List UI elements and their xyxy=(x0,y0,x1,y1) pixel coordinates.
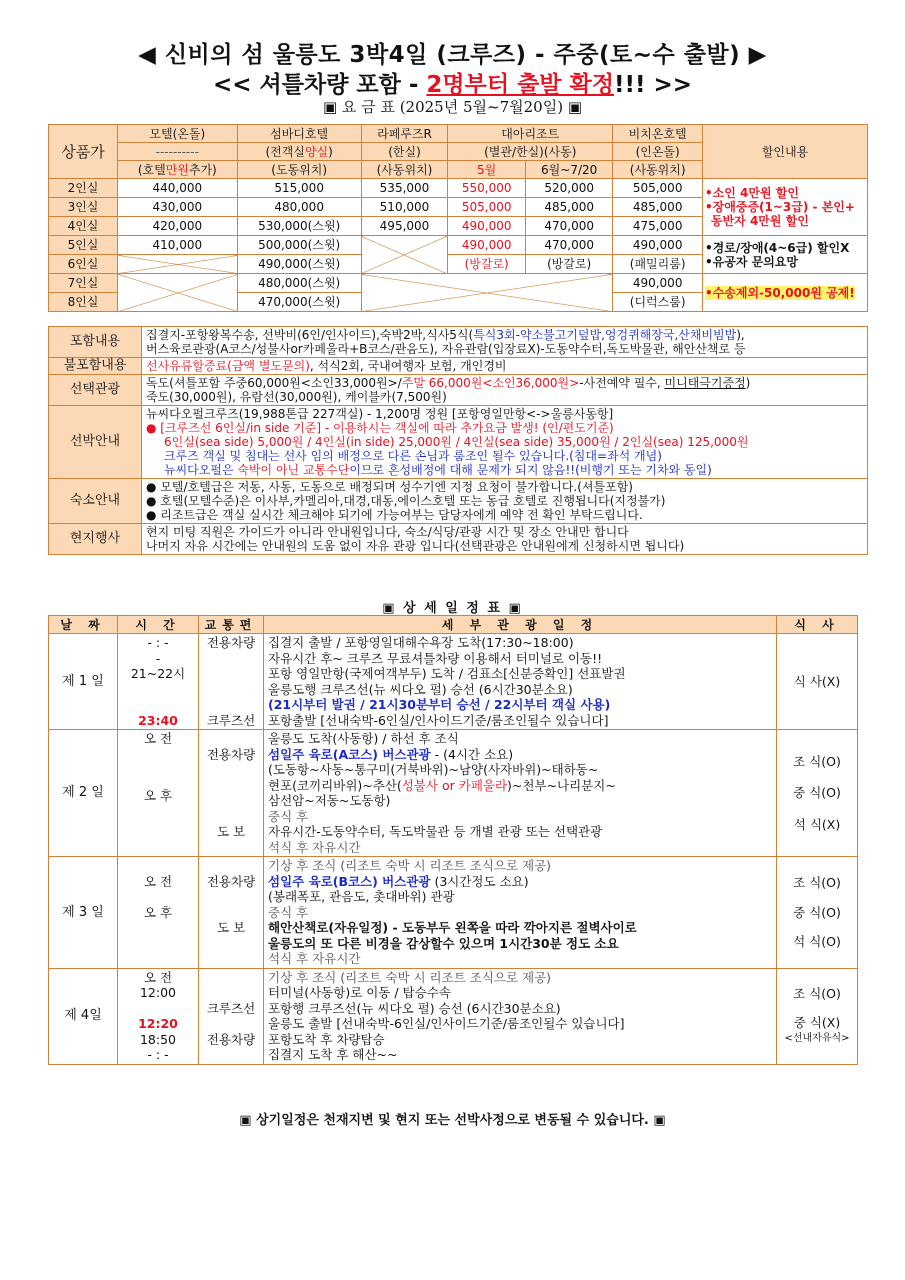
col-motel-3-red: 만원 xyxy=(165,162,189,177)
stay-line-1: ● 모텔/호텔급은 저동, 사동, 도동으로 배정되며 성수기엔 지정 요청이 불가합니다.(셔틀포함) xyxy=(146,480,633,494)
col-daea-may: 5월 xyxy=(448,161,526,179)
ship-5-pre: 뉴씨다오펄은 xyxy=(164,463,238,477)
day-meals xyxy=(777,857,858,969)
exclude-red: 선사유류할증료(금액 별도문의) xyxy=(146,359,310,373)
detail-line: 울릉도행 크루즈선(뉴 씨다오 펄) 승선 (6시간30분소요) xyxy=(268,681,573,697)
meal: 중 식(O) xyxy=(793,785,841,801)
col-discount: 할인내용 xyxy=(703,125,868,179)
col-transport: 교통편 xyxy=(199,616,264,634)
detail-line: 삼선암~저동~도동항) xyxy=(268,793,391,808)
col-detail: 세 부 관 광 일 정 xyxy=(264,616,777,634)
option-1-underline: 미니태극기증정 xyxy=(664,376,746,390)
detail-line: 울릉도 도착(사동항) / 하선 후 조식 xyxy=(268,731,459,746)
row-label: 7인실 xyxy=(49,274,118,293)
meal: 조 식(O) xyxy=(793,985,841,1001)
price-cell: 490,000 xyxy=(613,236,703,255)
detail-line: (21시부터 발권 / 21시30분부터 승선 / 22시부터 객실 사용) xyxy=(268,697,611,712)
ship-line-3: 6인실(sea side) 5,000원 / 4인실(in side) 25,000원 / 4인실(sea side) 35,000원 / 2인실(sea) 125,000원 xyxy=(164,435,749,449)
transport: 전용차량 xyxy=(206,635,256,650)
price-cell: 470,000 xyxy=(526,236,613,255)
price-cell: 490,000 xyxy=(448,236,526,255)
col-meal: 식 사 xyxy=(777,616,858,634)
stay-content xyxy=(142,479,868,524)
price-cell: 535,000 xyxy=(361,179,448,198)
schedule-day-4 xyxy=(49,968,858,1064)
info-table xyxy=(48,326,868,555)
price-cell: 410,000 xyxy=(118,236,238,255)
day-detail xyxy=(264,968,777,1064)
time: 21~22시 xyxy=(130,666,186,681)
price-cell: 480,000(스윗) xyxy=(237,274,361,293)
include-line-2: 버스육로관광(A코스/성불사or카페울라+B코스/관음도), 자유관람(입장료X)-도동약수터,독도박물관, 해안산책로 등 xyxy=(146,342,746,356)
price-cell: 530,000(스윗) xyxy=(237,217,361,236)
detail-line: 터미널(사동항)로 이동 / 탑승수속 xyxy=(268,985,451,1000)
title-line-1: ◀ 신비의 섬 울릉도 3박4일 (크루즈) - 주중(토~수 출발) ▶ xyxy=(138,42,767,68)
exclude-post: , 석식2회, 국내여행자 보험, 개인경비 xyxy=(309,359,507,373)
detail-line: 포항 영일만항(국제여객부두) 도착 / 검표소[신분증확인] 선표발권 xyxy=(268,666,626,681)
discount-3: 동반자 4만원 할인 xyxy=(711,214,809,228)
row-label: 8인실 xyxy=(49,293,118,312)
local-line-1: 현지 미팅 직원은 가이드가 아니라 안내원입니다, 숙소/식당/관광 시간 및 장소 안내만 합니다 xyxy=(146,525,629,539)
col-seombada-1: 섬바디호텔 xyxy=(237,125,361,143)
detail-line: 집결지 출발 / 포항영일대해수욕장 도착(17:30~18:00) xyxy=(268,635,574,650)
detail-line: 집결지 도착 후 해산~~ xyxy=(268,1047,398,1062)
price-cell: (방갈로) xyxy=(448,255,526,274)
discount-block-2 xyxy=(703,236,868,274)
transport: 크루즈선 xyxy=(206,712,256,728)
day-meals xyxy=(777,968,858,1064)
title-line-2-highlight: 2명부터 출발 확정 xyxy=(426,72,614,98)
local-line-2: 나머지 자유 시간에는 안내원의 도움 없이 자유 관광 입니다(선택관광은 안내원에게 신청하시면 됩니다) xyxy=(146,539,685,553)
exclude-label: 불포함내용 xyxy=(49,358,142,375)
price-cell: 490,000 xyxy=(448,217,526,236)
col-motel-3-post: 추가) xyxy=(188,162,217,177)
price-cell: 490,000 xyxy=(613,274,703,293)
detail-line: (도동항~사동~통구미(거북바위)~남양(사자바위)~태하동~ xyxy=(268,762,599,777)
time: 오 전 xyxy=(143,873,173,889)
meal: 중 식(X) xyxy=(793,1015,841,1031)
time: - : - xyxy=(147,1047,169,1062)
detail-line: 포항도착 후 차량탑승 xyxy=(268,1031,385,1047)
day-transport xyxy=(199,634,264,730)
stay-label: 숙소안내 xyxy=(49,479,142,524)
transport: 도 보 xyxy=(216,920,246,935)
schedule-day-3 xyxy=(49,857,858,969)
col-daea-jun: 6월~7/20 xyxy=(526,161,613,179)
price-table xyxy=(48,124,868,312)
ship-line-2: ● [크루즈선 6인실/in side 기준] - 이용하시는 객실에 따라 추가요금 발생! (인/편도기준) xyxy=(146,421,614,435)
day-label: 제 1 일 xyxy=(49,634,118,730)
ship-content xyxy=(142,406,868,479)
col-date: 날 짜 xyxy=(49,616,118,634)
day-label: 제 3 일 xyxy=(49,857,118,969)
price-cell: 510,000 xyxy=(361,198,448,217)
time: 18:50 xyxy=(139,1031,177,1047)
row-label: 6인실 xyxy=(49,255,118,274)
include-content xyxy=(142,327,868,358)
detail-line xyxy=(268,874,772,890)
col-motel-1: 모텔(온돌) xyxy=(118,125,238,143)
option-label: 선택관광 xyxy=(49,375,142,406)
ship-line-5 xyxy=(146,463,863,477)
option-content xyxy=(142,375,868,406)
detail-line: 기상 후 조식 (리조트 숙박 시 리조트 조식으로 제공) xyxy=(268,858,552,873)
price-cell: (디럭스룸) xyxy=(613,293,703,312)
detail-line: 울릉도 출발 [선내숙박-6인실/인사이드기준/룸조인될수 있습니다] xyxy=(268,1016,625,1031)
transport: 크루즈선 xyxy=(206,1000,256,1016)
ship-line-4: 크루즈 객실 및 침대는 선사 임의 배정으로 다른 손님과 룸조인 될수 있습니다.(침대=좌석 개념) xyxy=(164,449,662,463)
time: 23:40 xyxy=(138,712,178,728)
ship-label: 선박안내 xyxy=(49,406,142,479)
local-content xyxy=(142,524,868,555)
price-cell: 505,000 xyxy=(613,179,703,198)
price-row-2 xyxy=(49,179,868,198)
meal: 조 식(O) xyxy=(793,753,841,769)
option-1-red: 주말 66,000원<소인36,000원> xyxy=(401,376,580,390)
price-cell: 495,000 xyxy=(361,217,448,236)
col-laperouse-3: (사동위치) xyxy=(361,161,448,179)
row-label: 2인실 xyxy=(49,179,118,198)
day-times xyxy=(118,968,199,1064)
option-1-mid: -사전예약 필수, xyxy=(579,376,665,390)
day-transport xyxy=(199,730,264,857)
detail-rest: (3시간정도 소요) xyxy=(430,873,529,889)
local-label: 현지행사 xyxy=(49,524,142,555)
detail-highlight: 섬일주 육로(B코스) 버스관광 xyxy=(268,873,431,889)
col-product: 상품가 xyxy=(49,125,118,179)
time: 12:20 xyxy=(138,1016,178,1031)
detail-line: 자유시간-도동약수터, 독도박물관 등 개별 관광 또는 선택관광 xyxy=(268,824,603,839)
detail-line: 해안산책로(자유일정) - 도동부두 왼쪽을 따라 깍아지른 절벽사이로 xyxy=(268,920,637,935)
schedule-title: ▣ 상 세 일 정 표 ▣ xyxy=(382,601,523,616)
include-1-blue: 특식3회-약소불고기덮밥,엉겅퀴해장국,산채비빔밥 xyxy=(473,328,737,342)
col-daea-2: (별관/한실)(사동) xyxy=(448,143,613,161)
price-row-7 xyxy=(49,274,868,293)
discount-2: •장애중증(1~3급) - 본인+ xyxy=(705,200,855,214)
detail-line: 석식 후 자유시간 xyxy=(268,839,361,855)
price-table-title: ▣ 요 금 표 (2025년 5월~7월20일) ▣ xyxy=(322,98,582,116)
price-cell: 480,000 xyxy=(237,198,361,217)
transport: 전용차량 xyxy=(206,746,256,762)
price-cell: 505,000 xyxy=(448,198,526,217)
time: 오 전 xyxy=(143,969,173,985)
detail-rest: )~천부~나리분지~ xyxy=(507,777,616,793)
discount-block-1 xyxy=(703,179,868,236)
col-seombada-2-pre: (전객실 xyxy=(265,144,305,159)
col-motel-2: ---------- xyxy=(118,143,238,161)
unavailable-cell xyxy=(361,236,448,274)
price-cell: (패밀리룸) xyxy=(613,255,703,274)
day-meals xyxy=(777,730,858,857)
day-transport xyxy=(199,968,264,1064)
price-cell: 485,000 xyxy=(613,198,703,217)
discount-4: •경로/장애(4~6급) 할인X xyxy=(705,240,850,255)
time: - : - xyxy=(147,635,169,650)
meal-note: <선내자유식> xyxy=(784,1032,850,1044)
meal: 식 사(X) xyxy=(777,634,858,730)
detail-highlight: 성불사 or 카페울라 xyxy=(401,777,508,793)
detail-highlight: 섬일주 육로(A코스) 버스관광 xyxy=(268,746,431,762)
day-transport xyxy=(199,857,264,969)
option-1-pre: 독도(셔틀포함 주중60,000원<소인33,000원>/ xyxy=(146,376,402,390)
day-detail xyxy=(264,857,777,969)
unavailable-cell xyxy=(118,274,238,312)
discount-5: •유공자 문의요망 xyxy=(705,254,798,269)
price-cell: 500,000(스윗) xyxy=(237,236,361,255)
price-row-5 xyxy=(49,236,868,255)
row-label: 5인실 xyxy=(49,236,118,255)
day-detail xyxy=(264,730,777,857)
detail-rest: 현포(코끼리바위)~추산( xyxy=(268,777,402,793)
price-cell: 470,000 xyxy=(526,217,613,236)
detail-line: 자유시간 후~ 크루즈 무료셔틀차량 이용해서 터미널로 이동!! xyxy=(268,650,603,666)
schedule-table xyxy=(48,615,858,1065)
ship-5-red: 숙박이 아닌 교통수단 xyxy=(237,463,350,477)
row-label: 3인실 xyxy=(49,198,118,217)
discount-block-3 xyxy=(703,274,868,312)
include-line-1 xyxy=(146,328,863,342)
col-seombada-2-post: ) xyxy=(328,144,333,159)
price-cell: 420,000 xyxy=(118,217,238,236)
day-detail xyxy=(264,634,777,730)
time: 오 후 xyxy=(143,787,173,803)
option-line-1 xyxy=(146,376,863,390)
schedule-day-2 xyxy=(49,730,858,857)
footer-note: ▣ 상기일정은 천재지변 및 현지 또는 선박사정으로 변동될 수 있습니다. ▣ xyxy=(239,1113,666,1128)
detail-line xyxy=(268,747,772,763)
include-1-pre: 집결지-포항왕복수송, 선박비(6인/인사이드),숙박2박,식사5식( xyxy=(146,328,474,342)
price-cell: 475,000 xyxy=(613,217,703,236)
title-line-2-post: !!! >> xyxy=(613,72,692,98)
col-laperouse-1: 라페루즈R xyxy=(361,125,448,143)
detail-line: (봉래폭포, 관음도, 촛대바위) 관광 xyxy=(268,889,455,904)
discount-1: •소인 4만원 할인 xyxy=(705,186,799,200)
price-cell: 520,000 xyxy=(526,179,613,198)
col-seombada-3: (도동위치) xyxy=(237,161,361,179)
col-seombada-2-red: 양실 xyxy=(304,144,329,159)
unavailable-cell xyxy=(361,274,613,312)
col-bichi-1: 비치온호텔 xyxy=(613,125,703,143)
stay-line-3: ● 리조트급은 객실 실시간 체크해야 되기에 가능여부는 담당자에게 예약 전 확인 부탁드립니다. xyxy=(146,508,643,522)
meal: 중 식(O) xyxy=(793,904,841,920)
price-cell: 485,000 xyxy=(526,198,613,217)
price-cell: (방갈로) xyxy=(526,255,613,274)
col-laperouse-2: (한실) xyxy=(361,143,448,161)
title-line-2-pre: << 셔틀차량 포함 - xyxy=(212,72,427,98)
unavailable-cell xyxy=(118,255,238,274)
detail-line: 포항출발 [선내숙박-6인실/인사이드기준/룸조인될수 있습니다] xyxy=(268,712,609,728)
title-line-2 xyxy=(0,66,905,99)
option-1-post: ) xyxy=(745,376,751,390)
day-times xyxy=(118,730,199,857)
time: 오 후 xyxy=(143,904,173,920)
transport: 도 보 xyxy=(216,824,246,839)
detail-line: 중식 후 xyxy=(268,808,309,824)
schedule-day-1 xyxy=(49,634,858,730)
option-line-2: 죽도(30,000원), 유람선(30,000원), 케이블카(7,500원) xyxy=(146,390,447,404)
day-label: 제 2 일 xyxy=(49,730,118,857)
stay-line-2: ● 호텔(모텔수준)은 이사부,카멜리아,대경,대동,에이스호텔 또는 동급 호텔로 진행됩니다(지정불가) xyxy=(146,494,666,508)
detail-line: 포항행 크루즈선(뉴 씨다오 펄) 승선 (6시간30분소요) xyxy=(268,1000,561,1016)
time: - xyxy=(155,650,161,666)
ship-line-1: 뉴씨다오펄크루즈(19,988톤급 227객실) - 1,200명 정원 [포항영일만항<->울릉사동항] xyxy=(146,407,614,421)
detail-line: 중식 후 xyxy=(268,904,309,920)
detail-line: 석식 후 자유시간 xyxy=(268,951,361,966)
exclude-content xyxy=(142,358,868,375)
price-cell: 440,000 xyxy=(118,179,238,198)
detail-rest: - (4시간 소요) xyxy=(430,746,514,762)
price-cell: 470,000(스윗) xyxy=(237,293,361,312)
col-daea-1: 대아리조트 xyxy=(448,125,613,143)
meal: 석 식(X) xyxy=(793,816,841,832)
detail-line: 기상 후 조식 (리조트 숙박 시 리조트 조식으로 제공) xyxy=(268,969,552,985)
col-bichi-3: (사동위치) xyxy=(613,161,703,179)
price-cell: 515,000 xyxy=(237,179,361,198)
time: 오 전 xyxy=(143,731,173,746)
day-times xyxy=(118,857,199,969)
include-label: 포함내용 xyxy=(49,327,142,358)
include-1-post: ), xyxy=(736,328,745,342)
ship-5-post: 이므로 혼성배정에 대해 문제가 되지 않음!!(비행기 또는 기차와 동일) xyxy=(349,463,712,477)
transport: 전용차량 xyxy=(206,873,256,889)
price-cell: 490,000(스윗) xyxy=(237,255,361,274)
col-bichi-2: (인온돌) xyxy=(613,143,703,161)
row-label: 4인실 xyxy=(49,217,118,236)
discount-6: •수송제외-50,000원 공제! xyxy=(705,285,855,300)
time: 12:00 xyxy=(139,985,177,1000)
meal: 석 식(O) xyxy=(793,934,841,949)
col-seombada-2 xyxy=(237,143,361,161)
price-cell: 430,000 xyxy=(118,198,238,217)
meal: 조 식(O) xyxy=(793,875,841,890)
col-motel-3-pre: (호텔 xyxy=(137,162,166,177)
transport: 전용차량 xyxy=(206,1031,256,1047)
detail-line: 울릉도의 또 다른 비경을 감상할수 있으며 1시간30분 정도 소요 xyxy=(268,935,619,951)
detail-line xyxy=(268,778,772,794)
price-cell: 550,000 xyxy=(448,179,526,198)
day-times xyxy=(118,634,199,730)
col-motel-3 xyxy=(118,161,238,179)
day-label: 제 4일 xyxy=(49,968,118,1064)
col-time: 시 간 xyxy=(118,616,199,634)
